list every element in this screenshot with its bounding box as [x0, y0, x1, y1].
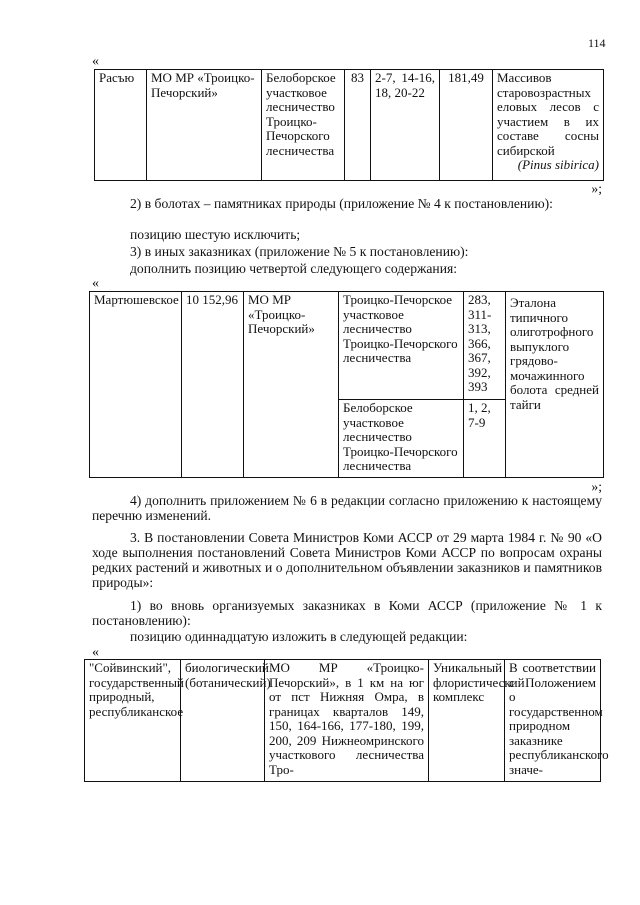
quote-close-2: »; — [591, 479, 602, 494]
forestry-cell-1: Троицко-Печорское участковое лесничество Троицко-Печорского лесничества — [339, 292, 464, 400]
table-row — [85, 660, 601, 782]
table-reserve-martyushevskoe — [89, 291, 604, 478]
reserve-name-cell: "Сойвинский", государственный природный, республиканское — [85, 660, 181, 782]
table-reserve-soyvinsky — [84, 659, 609, 782]
quote-open-3: « — [92, 645, 99, 660]
protected-object-cell: Уникальный флористический комплекс — [429, 660, 505, 782]
quote-close-1: »; — [591, 181, 602, 196]
page-number: 114 — [588, 36, 606, 50]
area-cell: 181,49 — [440, 70, 493, 181]
legal-basis-cell: В соответствии с Положением о государственном природном заказнике республиканского значе- — [505, 660, 601, 782]
quarters-cell-1: 283, 311-313, 366, 367, 392, 393 — [464, 292, 506, 400]
paragraph-add-fourth: дополнить позицию четвертой следующего содержания: — [130, 261, 457, 276]
description-cell — [493, 70, 604, 181]
reserve-name-cell: Мартюшевское — [90, 292, 182, 478]
description-main: Массивов старовозрастных еловых лесов с участием в их составе сосны сибирской — [497, 70, 599, 158]
forestry-cell-2: Белоборское участковое лесничество Троицко-Печорского лесничества — [339, 400, 464, 478]
municipality-cell: МО МР «Троицко-Печорский» — [244, 292, 339, 478]
paragraph-add-appendix: 4) дополнить приложением № 6 в редакции согласно приложению к настоящему перечню изменений. — [92, 493, 602, 523]
paragraph-exclude-sixth: позицию шестую исключить; — [130, 227, 301, 242]
paragraph-eleventh: позицию одиннадцатую изложить в следующей редакции: — [130, 629, 468, 644]
paragraph-swamps: 2) в болотах – памятниках природы (приложение № 4 к постановлению): — [130, 196, 553, 211]
table-row — [90, 292, 604, 400]
quarters-cell-2: 1, 2, 7-9 — [464, 400, 506, 478]
description-cell: Эталона типичного олиготрофного выпуклого грядово-мочажинного болота средней тайги — [506, 292, 604, 478]
reserve-name-cell: Расъю — [95, 70, 147, 181]
municipality-cell: МО МР «Троицко-Печорский» — [147, 70, 262, 181]
quarters-cell: 2-7, 14-16, 18, 20-22 — [371, 70, 440, 181]
quote-open-2: « — [92, 276, 99, 291]
paragraph-resolution: 3. В постановлении Совета Министров Коми АССР от 29 марта 1984 г. № 90 «О ходе выполнения постановлений Совета Министров Коми АССР по вопросам охраны редких растений и животных и о дополнительном объявлении заказников и памятников природы»: — [92, 530, 602, 590]
number-area-cell: 10 152,96 — [182, 292, 244, 478]
forestry-cell: Белоборское участковое лесничество Троицко-Печорского лесничества — [262, 70, 345, 181]
location-cell: МО МР «Троицко-Печорский», в 1 км на юг от пст Нижняя Омра, в границах кварталов 149, 150, 164-166, 177-180, 199, 200, 209 Нижнеомринского участкового лесничества Тро- — [265, 660, 429, 782]
table-reserve-rasyu — [94, 69, 604, 181]
table-row — [95, 70, 604, 181]
paragraph-other-reserves: 3) в иных заказниках (приложение № 5 к постановлению): — [130, 244, 469, 259]
quote-open-1: « — [92, 54, 99, 69]
quarter-number-cell: 83 — [345, 70, 371, 181]
profile-cell: биологический (ботанический) — [181, 660, 265, 782]
paragraph-new-reserves: 1) во вновь организуемых заказниках в Коми АССР (приложение № 1 к постановлению): — [92, 598, 602, 628]
description-latin: (Pinus sibirica) — [517, 157, 599, 172]
